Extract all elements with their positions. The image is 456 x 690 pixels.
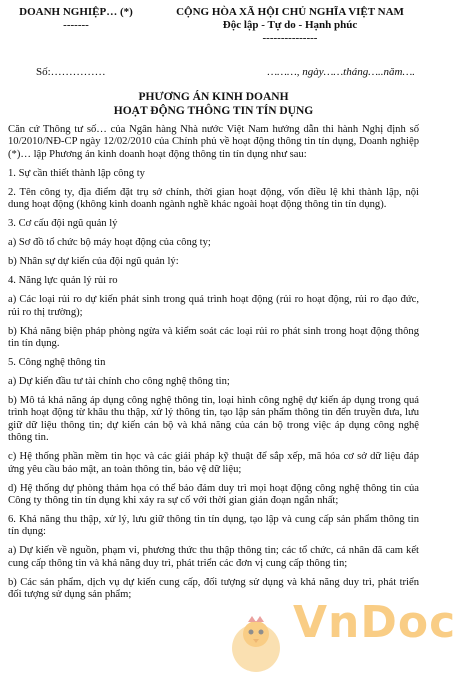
paragraph: 6. Khả năng thu thập, xử lý, lưu giữ thông tin tín dụng, tạo lập và cung cấp sản phẩm thông tin tín dụng: — [8, 514, 419, 538]
paragraph: b) Mô tả khả năng áp dụng công nghệ thông tin, loại hình công nghệ dự kiến áp dụng trong quá trình hoạt động từ khâu thu thập, xử lý thông tin, tạo lập sản phẩm thông tin đến truyền đưa, lưu giữ dữ liệu thông tin; dự kiến cán bộ và khả năng của cán bộ trong việc áp dụng công nghệ thông tin. — [8, 395, 419, 444]
title-line-1: PHƯƠNG ÁN KINH DOANH — [138, 91, 289, 103]
title-line-2: HOẠT ĐỘNG THÔNG TIN TÍN DỤNG — [113, 105, 314, 117]
national-motto-block — [165, 6, 415, 45]
paragraph: b) Nhân sự dự kiến của đội ngũ quản lý: — [8, 256, 179, 268]
enterprise-name: DOANH NGHIỆP… (*) — [19, 6, 133, 18]
document-body — [8, 124, 419, 608]
paragraph: b) Các sản phẩm, dịch vụ dự kiến cung cấp, đối tượng sử dụng và khả năng duy trì, phát triển đối tượng sử dụng sản phẩm; — [8, 576, 419, 601]
watermark-logo-text: VnDoc — [293, 597, 456, 648]
enterprise-block — [12, 6, 140, 32]
mascot-icon — [223, 612, 289, 678]
enterprise-divider: ------- — [63, 19, 89, 31]
paragraph: a) Dự kiến đầu tư tài chính cho công nghệ thông tin; — [8, 376, 230, 388]
paragraph: d) Hệ thống dự phòng thảm họa có thể bảo đảm duy trì mọi hoạt động công nghệ thông tin của Công ty thông tin tín dụng khi xảy ra sự cố với thời gian gián đoạn ngắn nhất; — [8, 482, 419, 507]
motto-divider: --------------- — [262, 32, 318, 44]
paragraph: c) Hệ thống phần mềm tin học và các giải pháp kỹ thuật để sắp xếp, mã hóa cơ sở dữ liệu đáp ứng yêu cầu bảo mật, an toàn thông tin, bảo vệ dữ liệu; — [8, 451, 419, 475]
paragraph: Căn cứ Thông tư số… của Ngân hàng Nhà nước Việt Nam hướng dẫn thi hành Nghị định số 10/2010/NĐ-CP ngày 12/02/2010 của Chính phủ về hoạt động thông tin tín dụng, Doanh nghiệp (*)… lập Phương án kinh doanh hoạt động thông tin tín dụng như sau: — [8, 124, 419, 160]
paragraph: b) Khả năng biện pháp phòng ngừa và kiểm soát các loại rủi ro phát sinh trong hoạt động thông tin tín dụng. — [8, 325, 419, 350]
paragraph: 2. Tên công ty, địa điểm đặt trụ sở chính, thời gian hoạt động, vốn điều lệ khi thành lập, nội dung hoạt động (không kinh doanh ngành nghề khác ngoài hoạt động thông tin tín dụng). — [8, 186, 419, 211]
paragraph: a) Sơ đồ tổ chức bộ máy hoạt động của công ty; — [8, 237, 211, 249]
motto: Độc lập - Tự do - Hạnh phúc — [222, 19, 358, 31]
paragraph: a) Dự kiến về nguồn, phạm vi, phương thức thu thập thông tin; các tổ chức, cá nhân đã cam kết cung cấp thông tin và khả năng duy trì, phát triển các đơn vị cung cấp thông tin; — [8, 545, 419, 569]
paragraph: 3. Cơ cấu đội ngũ quản lý — [8, 218, 118, 230]
document-number: Số:…………… — [36, 66, 106, 78]
country-name: CỘNG HÒA XÃ HỘI CHỦ NGHĨA VIỆT NAM — [176, 6, 404, 18]
paragraph: 5. Công nghệ thông tin — [8, 357, 106, 369]
document-title — [0, 90, 427, 118]
document-header — [8, 6, 419, 62]
paragraph: 1. Sự cần thiết thành lập công ty — [8, 167, 145, 179]
document-date: ………, ngày……tháng…..năm…. — [267, 66, 415, 78]
vndoc-watermark — [223, 597, 456, 680]
paragraph: 4. Năng lực quản lý rủi ro — [8, 275, 118, 287]
paragraph: a) Các loại rủi ro dự kiến phát sinh trong quá trình hoạt động (rủi ro hoạt động, rủi ro đạo đức, rủi ro thị trường); — [8, 294, 419, 318]
